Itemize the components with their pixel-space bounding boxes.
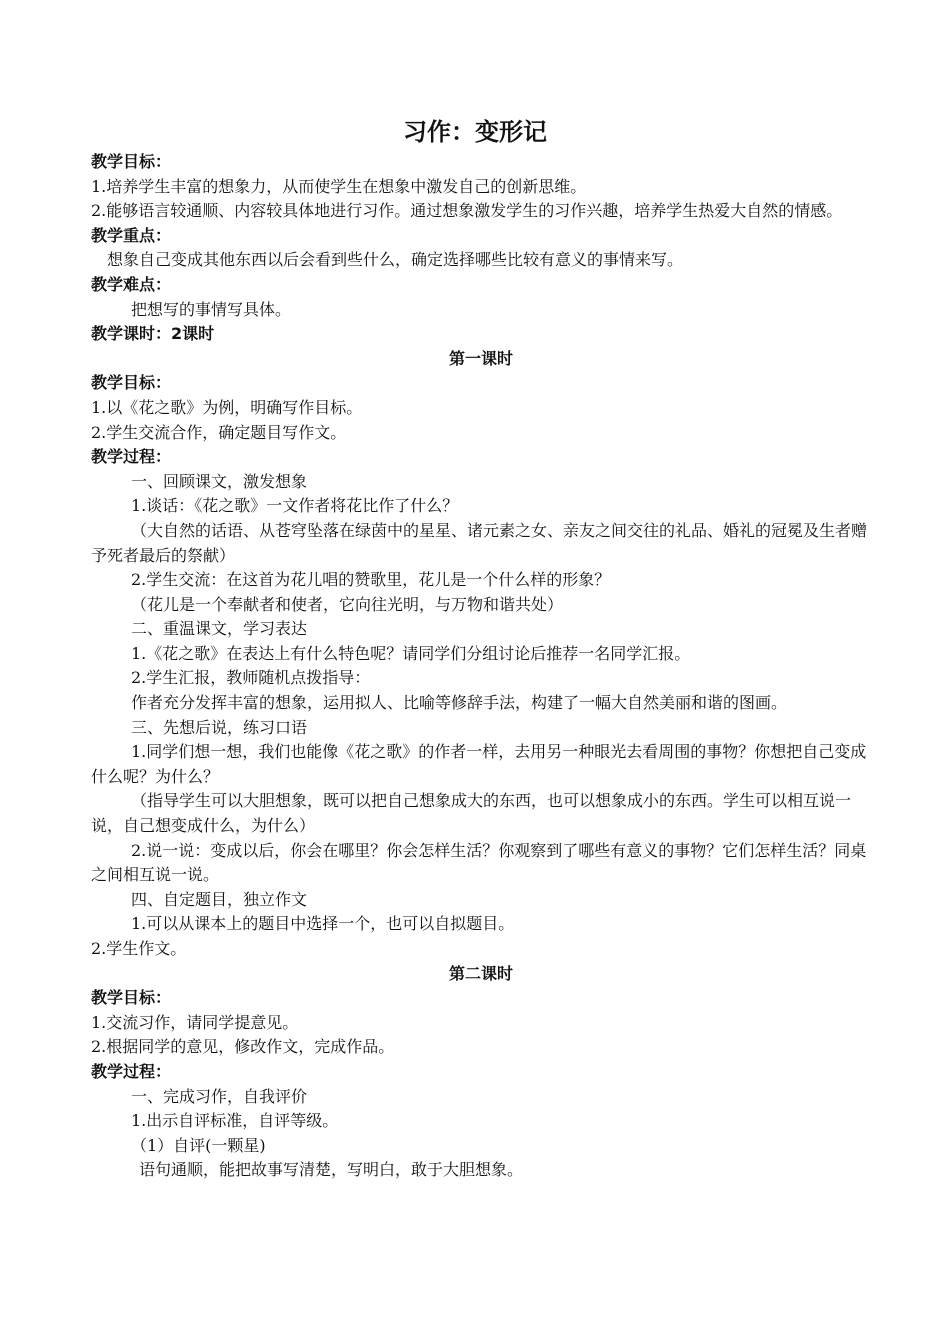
paragraph: 2.学生交流合作，确定题目写作文。: [91, 422, 347, 442]
paragraph: 1.可以从课本上的题目中选择一个，也可以自拟题目。: [131, 914, 515, 934]
section-heading: 教学难点：: [91, 274, 172, 294]
lesson-heading: 第二课时: [448, 963, 513, 983]
document-title: 习作：变形记: [403, 118, 547, 146]
step-heading: 一、回顾课文，激发想象: [131, 471, 308, 491]
paragraph: 1.谈话：《花之歌》一文作者将花比作了什么？: [131, 496, 459, 516]
section-heading: 教学过程：: [91, 447, 172, 467]
step-heading: 一、完成习作，自我评价: [131, 1086, 308, 1106]
paragraph: （指导学生可以大胆想象，既可以把自己想象成大的东西，也可以想象成小的东西。学生可以相互说一说，自己想变成什么，为什么）: [91, 791, 852, 836]
paragraph: 2.学生交流：在这首为花儿唱的赞歌里，花儿是一个什么样的形象？: [131, 570, 611, 590]
paragraph: 2.学生汇报，教师随机点拨指导：: [131, 668, 371, 688]
paragraph: （花儿是一个奉献者和使者，它向往光明，与万物和谐共处）: [131, 594, 564, 614]
paragraph: （1）自评(一颗星): [131, 1135, 266, 1155]
paragraph: 1.《花之歌》在表达上有什么特色呢？请同学们分组讨论后推荐一名同学汇报。: [131, 643, 691, 663]
section-heading: 教学目标：: [91, 373, 172, 393]
section-heading: 教学目标：: [91, 988, 172, 1008]
paragraph: 1.以《花之歌》为例，明确写作目标。: [91, 397, 363, 417]
paragraph: 2.根据同学的意见，修改作文，完成作品。: [91, 1037, 395, 1057]
section-heading: 教学目标：: [91, 152, 172, 171]
paragraph: 1.交流习作，请同学提意见。: [91, 1012, 299, 1032]
step-heading: 四、自定题目，独立作文: [131, 889, 308, 909]
paragraph: 作者充分发挥丰富的想象，运用拟人、比喻等修辞手法，构建了一幅大自然美丽和谐的图画。: [131, 693, 788, 713]
paragraph: 2.学生作文。: [91, 939, 187, 958]
paragraph: 想象自己变成其他东西以后会看到些什么，确定选择哪些比较有意义的事情来写。: [107, 250, 684, 270]
section-heading: 教学课时：2课时: [91, 324, 215, 344]
paragraph: 1.培养学生丰富的想象力，从而使学生在想象中激发自己的创新思维。: [91, 176, 587, 196]
paragraph: 语句通顺，能把故事写清楚，写明白，敢于大胆想象。: [139, 1160, 524, 1180]
paragraph: 1.同学们想一想，我们也能像《花之歌》的作者一样，去用另一种眼光去看周围的事物？你想把自己变成什么呢？为什么？: [91, 742, 867, 786]
paragraph: 把想写的事情写具体。: [131, 299, 292, 319]
section-heading: 教学重点：: [91, 225, 172, 245]
step-heading: 三、先想后说，练习口语: [131, 717, 308, 737]
paragraph: 2.能够语言较通顺、内容较具体地进行习作。通过想象激发学生的习作兴趣，培养学生热爱大自然的情感。: [91, 201, 843, 221]
section-heading: 教学过程：: [91, 1061, 172, 1081]
step-heading: 二、重温课文，学习表达: [131, 619, 308, 639]
paragraph: （大自然的话语、从苍穹坠落在绿茵中的星星、诸元素之女、亲友之间交往的礼品、婚礼的冠冕及生者赠予死者最后的祭献）: [91, 520, 868, 565]
paragraph: 1.出示自评标准，自评等级。: [131, 1111, 339, 1131]
paragraph: 2.说一说：变成以后，你会在哪里？你会怎样生活？你观察到了哪些有意义的事物？它们怎样生活？同桌之间相互说一说。: [91, 840, 867, 885]
lesson-heading: 第一课时: [448, 348, 513, 368]
document-body: [91, 150, 871, 1183]
